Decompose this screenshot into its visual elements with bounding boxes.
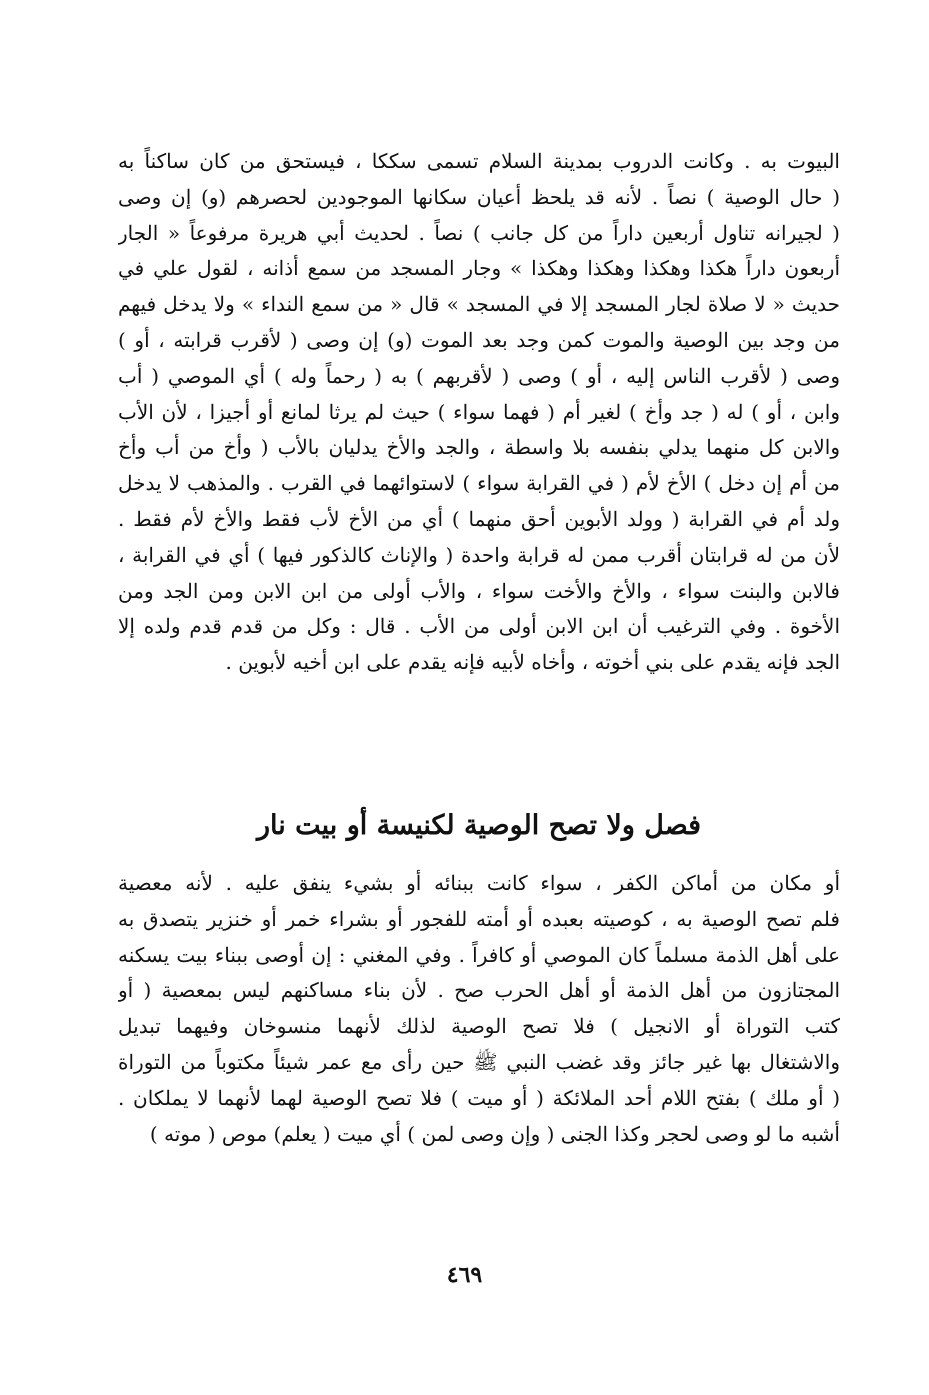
text-line: والاشتغال بها غير جائز وقد غضب النبي ﷺ حين رأى مع عمر شيئاً مكتوباً من التوراة	[118, 1049, 840, 1074]
text-line: من أم إن دخل ) الأخ لأم ( في القرابة سواء ) لاستوائهما في القرب . والمذهب لا يدخل	[118, 471, 840, 496]
text-line: ( لجيرانه تناول أربعين داراً من كل جانب ) نصاً . لحديث أبي هريرة مرفوعاً « الجار	[118, 220, 840, 245]
text-line: وصى ( لأقرب الناس إليه ، أو ) وصى ( لأقربهم ) به ( رحماً وله ) أي الموصي ( أب	[118, 363, 840, 388]
body-paragraph-1	[118, 144, 840, 681]
text-line: والابن كل منهما يدلي بنفسه بلا واسطة ، والجد والأخ يدليان بالأب ( وأخ من أب وأخ	[118, 435, 840, 460]
text-line: فلم تصح الوصية به ، كوصيته بعبده أو أمته للفجور أو بشراء خمر أو خنزير يتصدق به	[118, 906, 840, 931]
text-line: الجد فإنه يقدم على بني أخوته ، وأخاه لأبيه فإنه يقدم على ابن أخيه لأبوين .	[225, 650, 840, 675]
page-number: ٤٦٩	[446, 1262, 483, 1288]
text-line: فالابن والبنت سواء ، والأخ والأخت سواء ، والأب أولى من ابن الابن ومن الجد ومن	[118, 578, 840, 603]
text-line: على أهل الذمة مسلماً كان الموصي أو كافراً . وفي المغني : إن أوصى ببناء بيت يسكنه	[118, 942, 840, 967]
text-line: البيوت به . وكانت الدروب بمدينة السلام تسمى سككا ، فيستحق من كان ساكناً به	[118, 149, 840, 173]
text-line: ( حال الوصية ) نصاً . لأنه قد يلحظ أعيان سكانها الموجودين لحصرهم (و) إن وصى	[118, 184, 840, 209]
section-heading: فصل ولا تصح الوصية لكنيسة أو بيت نار	[256, 810, 702, 841]
text-line: وابن ، أو ) له ( جد وأخ ) لغير أم ( فهما سواء ) حيث لم يرثا لمانع أو أجيزا ، لأن الأب	[118, 399, 840, 424]
text-line: كتب التوراة أو الانجيل ) فلا تصح الوصية لذلك لأنهما منسوخان وفيهما تبديل	[118, 1014, 840, 1039]
text-line: أو مكان من أماكن الكفر ، سواء كانت ببنائه أو بشيء ينفق عليه . لأنه معصية	[118, 871, 840, 895]
text-line: الأخوة . وفي الترغيب أن ابن الابن أولى من الأب . قال : وكل من قدم قدم ولده إلا	[118, 614, 840, 639]
body-paragraph-2	[118, 866, 840, 1152]
text-line: المجتازون من أهل الذمة أو أهل الحرب صح . لأن بناء مساكنهم ليس بمعصية ( أو	[118, 978, 840, 1003]
text-line: حديث « لا صلاة لجار المسجد إلا في المسجد » قال « من سمع النداء » ولا يدخل فيهم	[118, 292, 840, 317]
text-line: ( أو ملك ) بفتح اللام أحد الملائكة ( أو ميت ) فلا تصح الوصية لهما لأنهما لا يملكان .	[118, 1085, 840, 1110]
text-line: من وجد بين الوصية والموت كمن وجد بعد الموت (و) إن وصى ( لأقرب قرابته ، أو )	[118, 327, 840, 352]
text-line: أشبه ما لو وصى لحجر وكذا الجنى ( وإن وصى لمن ) أي ميت ( يعلم) موص ( موته )	[149, 1121, 840, 1146]
text-line: لأن من له قرابتان أقرب ممن له قرابة واحدة ( والإناث كالذكور فيها ) أي في القرابة ،	[118, 542, 840, 567]
text-line: أربعون داراً هكذا وهكذا وهكذا وهكذا » وجار المسجد من سمع أذانه ، لقول علي في	[118, 256, 840, 281]
text-line: ولد أم في القرابة ( وولد الأبوين أحق منهما ) أي من الأخ لأب فقط والأخ لأم فقط .	[118, 506, 840, 531]
